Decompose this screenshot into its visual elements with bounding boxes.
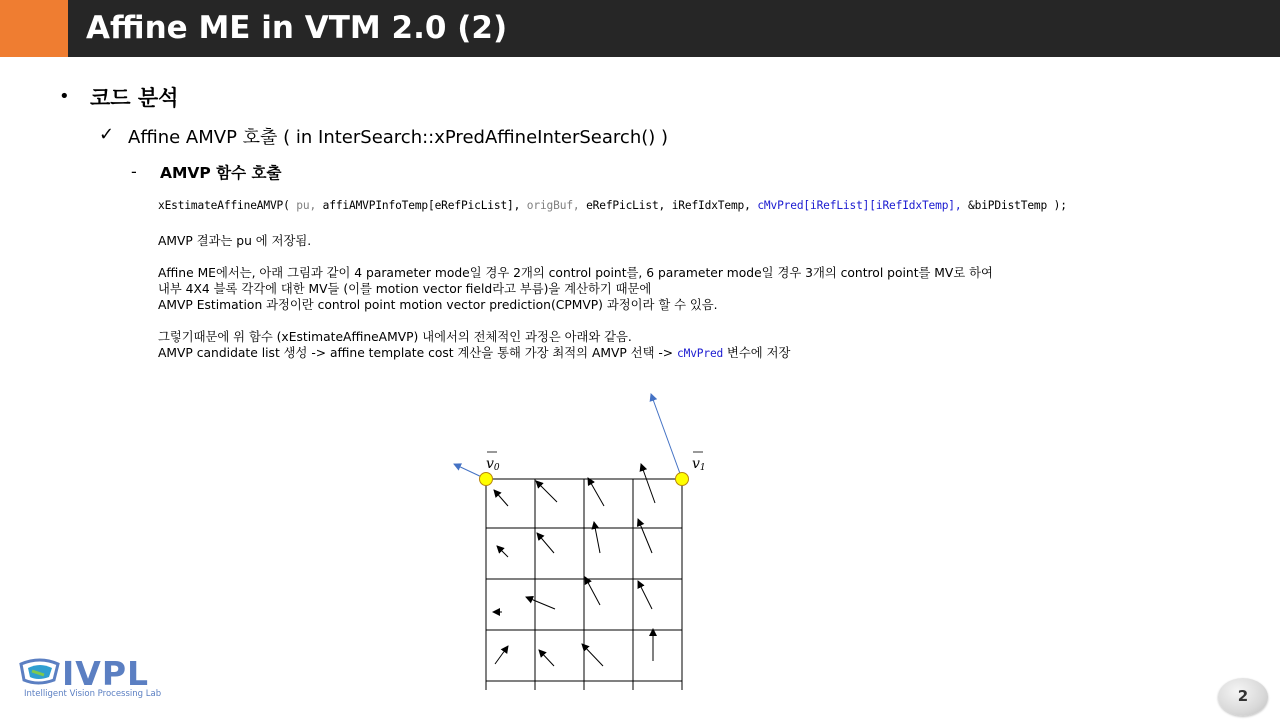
paragraph2-line2 — [158, 343, 790, 361]
motion-vector-arrow — [537, 533, 554, 553]
label-v1: v1 — [692, 456, 706, 473]
logo-text: IVPL — [62, 654, 150, 693]
page-number: 2 — [1237, 687, 1249, 705]
motion-vector-arrow — [526, 597, 555, 609]
code-arg-info: affiAMVPInfoTemp[eRefPicList], — [316, 199, 521, 212]
logo-subtitle: Intelligent Vision Processing Lab — [24, 689, 162, 699]
motion-vector-arrow — [641, 464, 655, 503]
page-number-badge — [1218, 678, 1268, 716]
motion-vector-arrow — [585, 577, 600, 605]
motion-vector-arrow — [497, 546, 508, 557]
title-accent — [0, 0, 68, 57]
motion-vector-arrow — [494, 490, 508, 506]
bullet-heading: 코드 분석 — [90, 86, 179, 110]
motion-vector-arrow — [539, 650, 554, 666]
paragraph2-prefix: AMVP candidate list 생성 -> affine template cost 계산을 통해 가장 최적의 AMVP 선택 -> — [158, 346, 678, 360]
motion-vector-arrow — [495, 646, 508, 664]
paragraph1-line3: AMVP Estimation 과정이란 control point motion vector prediction(CPMVP) 과정이라 할 수 있음. — [158, 298, 718, 312]
bullet-dot: • — [59, 86, 70, 107]
control-point-v0 — [480, 473, 493, 486]
check-icon: ✓ — [99, 124, 115, 145]
motion-vector-arrows — [493, 464, 655, 666]
paragraph2-line1: 그렇기때문에 위 함수 (xEstimateAffineAMVP) 내에서의 전체적인 과정은 아래와 같음. — [158, 330, 632, 344]
motion-vector-arrow — [594, 522, 600, 553]
code-arg-dist: &biPDistTemp ); — [961, 199, 1067, 212]
sub-bullet-text: Affine AMVP 호출 ( in InterSearch::xPredAffineInterSearch() ) — [128, 127, 669, 148]
motion-vector-arrow — [588, 478, 604, 506]
code-line — [158, 199, 1067, 212]
paragraph1-line2: 내부 4X4 블록 각각에 대한 MV들 (이를 motion vector field라고 부름)을 계산하기 때문에 — [158, 282, 652, 296]
cpmv1-arrow — [651, 394, 682, 479]
motion-vector-field-diagram — [440, 380, 740, 700]
slide-title: Affine ME in VTM 2.0 (2) — [86, 10, 508, 46]
control-point-v1 — [676, 473, 689, 486]
paragraph1-line1: Affine ME에서는, 아래 그림과 같이 4 parameter mode일 경우 2개의 control point를, 6 parameter mode일 경우 3개의 control point를 MV로 하여 — [158, 266, 993, 280]
code-arg-list: eRefPicList, iRefIdxTemp, — [579, 199, 751, 212]
code-arg-cmvpred: cMvPred[iRefList][iRefIdxTemp], — [750, 199, 962, 212]
label-v0: v0 — [486, 456, 500, 473]
code-arg-pu: pu, — [289, 199, 317, 212]
dash-item-text: AMVP 함수 호출 — [160, 164, 282, 182]
motion-vector-arrow — [638, 581, 652, 609]
paragraph2-code: cMvPred — [677, 347, 724, 360]
motion-vector-arrow — [536, 481, 557, 502]
code-function: xEstimateAffineAMVP( — [158, 199, 290, 212]
paragraph2-suffix: 변수에 저장 — [723, 346, 791, 360]
result-line: AMVP 결과는 pu 에 저장됨. — [158, 234, 312, 248]
code-arg-origbuf: origBuf, — [520, 199, 580, 212]
dash-marker: - — [131, 162, 137, 181]
motion-vector-arrow — [638, 519, 652, 553]
motion-vector-arrow — [582, 644, 603, 666]
